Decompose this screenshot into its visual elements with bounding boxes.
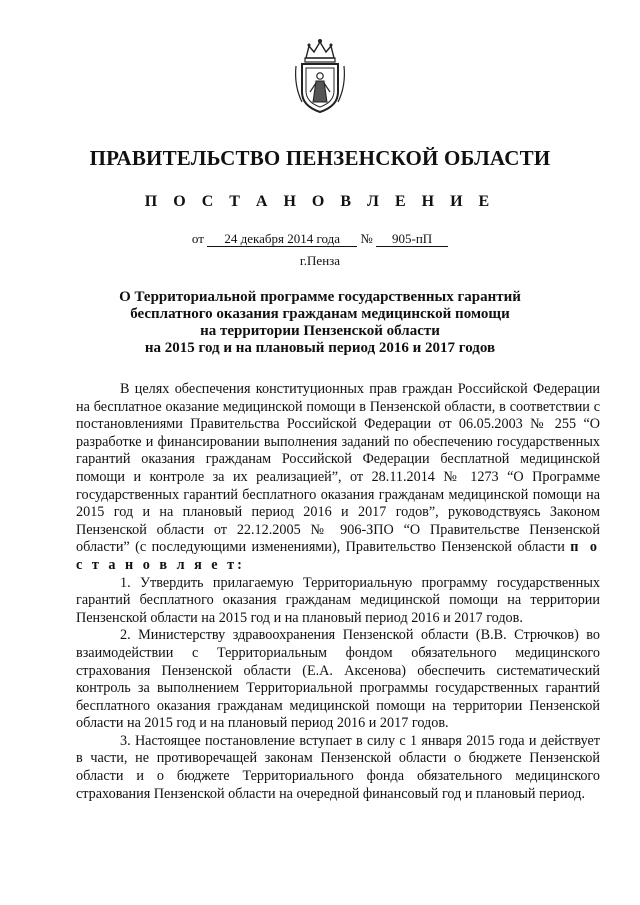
subject-line: на территории Пензенской области (200, 323, 440, 339)
date-number-line (0, 231, 640, 247)
item-paragraph: 2. Министерству здравоохранения Пензенской области (В.В. Стрючков) во взаимодействии с Территориальным фондом обязательного медицинского страхования Пензенской области (Е.А. Аксенова) обеспечить систематический контроль за выполнением Территориальной программы государственных гарантий бесплатного оказания гражданам медицинской помощи на территории Пензенской области на 2015 год и на плановый период 2016 и 2017 годов. (76, 627, 600, 732)
item-paragraph: 1. Утвердить прилагаемую Территориальную программу государственных гарантий бесплатного оказания гражданам медицинской помощи на территории Пензенской области на 2015 год и на плановый период 2016 и 2017 годов. (76, 574, 600, 626)
document-type: П О С Т А Н О В Л Е Н И Е (144, 193, 496, 210)
number-sign: № (360, 231, 373, 246)
subject-line: бесплатного оказания гражданам медицинской помощи (130, 306, 510, 322)
subject-line: О Территориальной программе государственных гарантий (119, 289, 521, 305)
subject-line: на 2015 год и на плановый период 2016 и 2017 годов (144, 340, 496, 356)
date-prefix: от (191, 231, 204, 246)
document-date: 24 декабря 2014 года (207, 232, 357, 247)
preamble-text: В целях обеспечения конституционных прав граждан Российской Федерации на бесплатное оказание медицинской помощи в Пензенской области, в соответствии с постановлениями Правительства Российской Федерации от 06.05.2003 № 255 “О разработке и финансировании выполнения заданий по обеспечению государственных гарантий оказания гражданам Российской Федерации бесплатной медицинской помощи и контроле за их реализацией”, от 28.11.2014 № 1273 “О Программе государственных гарантий бесплатного оказания гражданам медицинской помощи на 2015 год и на плановый период 2016 и 2017 годов”, руководствуясь Законом Пензенской области от 22.12.2005 № 906-ЗПО “О Правительстве Пензенской области” (с последующими изменениями), Правительство Пензенской области (76, 381, 600, 556)
preamble-paragraph (76, 381, 600, 575)
document-number: 905-пП (376, 232, 448, 247)
government-title: ПРАВИТЕЛЬСТВО ПЕНЗЕНСКОЙ ОБЛАСТИ (89, 146, 551, 170)
document-subject (100, 289, 540, 357)
city: г.Пенза (299, 253, 341, 268)
penza-coat-of-arms-icon (292, 36, 348, 116)
item-paragraph: 3. Настоящее постановление вступает в силу с 1 января 2015 года и действует в части, не противоречащей законам Пензенской области о бюджете Пензенской области и о бюджете Территориального фонда обязательного медицинского страхования Пензенской области на очередной финансовый год и плановый период. (76, 732, 600, 802)
resolves-word: п о с т а н о в л я е т: (76, 539, 600, 573)
document-body (76, 381, 600, 803)
